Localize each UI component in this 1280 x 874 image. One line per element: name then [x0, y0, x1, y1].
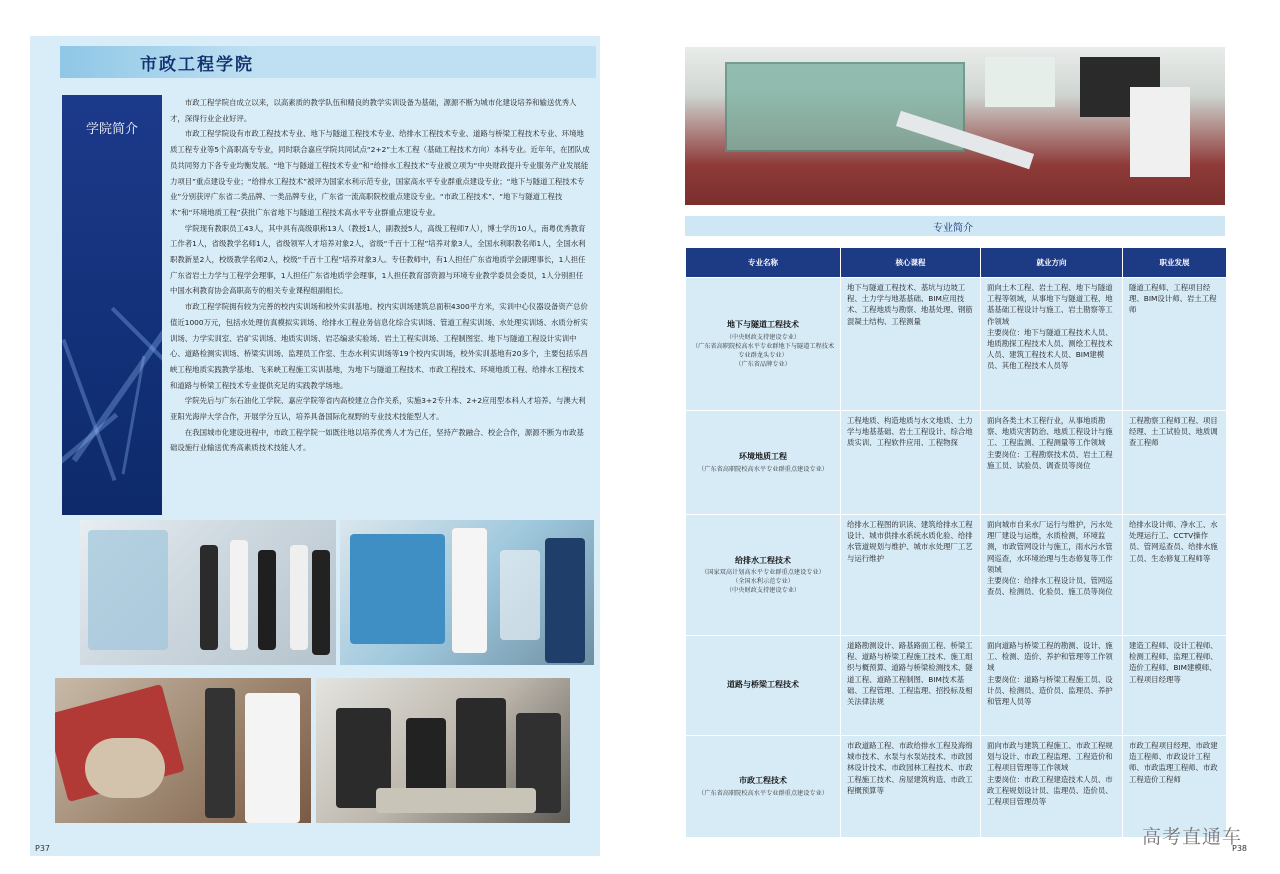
major-name: 道路与桥梁工程技术 — [727, 679, 799, 689]
employment: 面向城市自来水厂运行与维护，污水处理厂建设与运维，水质检测，环境监测，市政管网设计与施工，雨水污水管网巡查，水环境治理与生态修复等工作领域 主要岗位：给排水工程设计员、管网巡查员、检测员、化验员、施工员等岗位 — [981, 515, 1123, 636]
core-courses: 给排水工程图的识读、建筑给排水工程设计、城市供排水系统水质化验、给排水管道规划与维护、城市水处理厂工艺与运行维护 — [841, 515, 981, 636]
employment: 面向市政与建筑工程施工、市政工程规划与设计、市政工程监理、工程造价和工程项目管理等工作领域 主要岗位：市政工程建造技术人员、市政工程规划设计员、监理员、造价员、工程项目管理员等 — [981, 736, 1123, 838]
career: 给排水设计师、净水工、水处理运行工、CCTV操作员、管网巡查员、给排水施工员、生态修复工程师等 — [1123, 515, 1227, 636]
table-row — [686, 636, 1227, 736]
header-career: 职业发展 — [1123, 248, 1227, 278]
header-major-name: 专业名称 — [686, 248, 841, 278]
table-row — [686, 411, 1227, 515]
employment: 面向各类土木工程行业，从事地质勘察、地质灾害防治、地质工程设计与施工、工程监测、工程测量等工作领域 主要岗位：工程勘察技术员、岩土工程施工员、试验员、调查员等岗位 — [981, 411, 1123, 515]
major-name: 环境地质工程 — [739, 452, 787, 462]
intro-text — [170, 95, 590, 456]
intro-paragraph: 市政工程学院自成立以来，以高素质的教学队伍和精良的教学实训设备为基础，源源不断为城市化建设培养和输送优秀人才，深得行业企业好评。 — [170, 98, 577, 123]
side-band — [62, 95, 162, 515]
major-name-cell — [686, 278, 841, 411]
major-name-cell — [686, 636, 841, 736]
major-note: （中央财政支持建设专业） — [725, 333, 801, 341]
intro-paragraph: 学院先后与广东石油化工学院、嘉应学院等省内高校建立合作关系，实施3+2专升本、2+2应用型本科人才培养。与澳大利亚阳光海岸大学合作，开展学分互认，培养具备国际化视野的专业技术技能型人才。 — [170, 396, 586, 422]
major-note: （广东省品牌专业） — [735, 360, 791, 368]
major-name: 市政工程技术 — [739, 776, 787, 786]
page-number-left: P37 — [35, 844, 51, 853]
watermark: 高考直通车 — [1142, 826, 1243, 848]
page-title: 市政工程学院 — [140, 55, 254, 75]
lab-photo-wide — [685, 47, 1225, 205]
career: 市政工程项目经理、市政建造工程师、市政设计工程师、市政监理工程师、市政工程造价工程师 — [1123, 736, 1227, 838]
major-name-cell — [686, 515, 841, 636]
intro-paragraph: 学院现有教职员工43人，其中具有高级职称13人（教授1人，副教授5人，高级工程师7人），博士学历10人，南粤优秀教育工作者1人，省级教学名师1人，省级领军人才培养对象2人，省级“千百十工程”培养对象3人，全国水利职教名师1人，全国水利职教新星2人，校级教学名师2人，校级“千百十工程”培养对象3人。专任教师中，有1人担任广东省地质学会副理事长，1人担任广东省岩土力学与工程学会理事，1人担任广东省地质学会理事，1人担任教育部资源与环境专业教学委员会委员，1人分别担任中国水利教育协会高职高专的相关专业课程组副组长。 — [170, 223, 586, 296]
lab-photo — [80, 520, 336, 665]
page-number-right: P38 — [1232, 844, 1248, 853]
major-note: （广东省高职院校高水平专业群重点建设专业） — [698, 789, 828, 797]
lab-photo — [316, 678, 570, 823]
major-note: （广东省高职院校高水平专业群地下与隧道工程技术专业群龙头专业） — [691, 342, 835, 359]
core-courses: 道路勘测设计、路基路面工程、桥梁工程、道路与桥梁工程施工技术、施工组织与概预算、道路与桥梁检测技术、隧道工程、道路工程制图、BIM技术基础、工程管理、工程监理、招投标及相关法律法规 — [841, 636, 981, 736]
intro-paragraph: 市政工程学院拥有较为完善的校内实训场和校外实训基地。校内实训场建筑总面积4300平方米，实训中心仪器设备资产总价值近1000万元，包括水处理仿真模拟实训场、给排水工程业务信息化综合实训场、管道工程实训场、水处理实训场、水质分析实训场、力学实训室、岩矿实训场、地质实训场、岩芯编录实验场、岩土工程实训场、工程制图室、地下与隧道工程设计实训中心、道路检测实训场、桥梁实训场、监理员工作室、生态水利实训场等19个校内实训场，校外实训基地有20多个，主要包括乐昌峡工程地质实践教学基地、飞来峡工程施工实训基地，为地下与隧道工程技术、市政工程技术、环境地质工程、给排水工程技术和道路与桥梁工程技术专业提供充足的实践教学场地。 — [170, 302, 588, 390]
intro-paragraph: 市政工程学院设有市政工程技术专业、地下与隧道工程技术专业、给排水工程技术专业、道路与桥梁工程技术专业、环境地质工程专业等5个高职高专专业，同时联合嘉应学院共同试点“2+2”土木工程（基础工程技术方向）本科专业。近年年，在团队成员共同努力下各专业均衡发展。“地下与隧道工程技术专业”和“给排水工程技术”专业被立项为“中央财政提升专业服务产业发展能力项目”重点建设专业；“给排水工程技术”被评为国家水利示范专业，国家高水平专业群重点建设专业；“地下与隧道工程技术专业”分别获评广东省二类品牌、一类品牌专业，广东省一流高职院校重点建设专业。“市政工程技术”、“地下与隧道工程技术”和“环境地质工程”获批广东省地下与隧道工程技术高水平专业群重点建设专业。 — [170, 129, 590, 217]
table-row — [686, 278, 1227, 411]
major-name-cell — [686, 411, 841, 515]
majors-table — [685, 247, 1227, 838]
intro-paragraph: 在我国城市化建设进程中，市政工程学院一如既往地以培养优秀人才为己任，坚持产教融合、校企合作，源源不断为市政基础设施行业输送优秀高素质技术技能人才。 — [170, 427, 584, 453]
header-employment: 就业方向 — [981, 248, 1123, 278]
lab-photo — [55, 678, 311, 823]
employment: 面向土木工程、岩土工程、地下与隧道工程等领域，从事地下与隧道工程、地基基础工程设计与施工、岩土勘察等工作领域 主要岗位：地下与隧道工程技术人员、地质勘探工程技术人员、测绘工程技术人员、建筑工程技术人员、BIM建模员、其他工程技术人员等 — [981, 278, 1123, 411]
major-note: （国家双高计划高水平专业群重点建设专业） — [701, 569, 825, 577]
employment: 面向道路与桥梁工程的勘测、设计、施工、检测、造价、养护和管理等工作领域 主要岗位：道路与桥梁工程施工员、设计员、检测员、造价员、监理员、养护和管理人员等 — [981, 636, 1123, 736]
core-courses: 地下与隧道工程技术、基坑与边坡工程、土力学与地基基础、BIM应用技术、工程地质与勘察、地基处理、钢筋混凝土结构、工程测量 — [841, 278, 981, 411]
header-core-courses: 核心课程 — [841, 248, 981, 278]
core-courses: 工程地质、构造地质与水文地质、土力学与地基基础、岩土工程设计、综合地质实训、工程软件应用、工程物探 — [841, 411, 981, 515]
major-name: 给排水工程技术 — [735, 555, 791, 565]
section-title: 专业简介 — [933, 223, 973, 234]
table-row — [686, 515, 1227, 636]
major-note: （全国水利示范专业） — [732, 578, 794, 586]
major-name: 地下与隧道工程技术 — [727, 320, 799, 330]
major-name-cell — [686, 736, 841, 838]
major-note: （广东省高职院校高水平专业群重点建设专业） — [698, 465, 828, 473]
career: 工程勘察工程师工程、项目经理、土工试验员、地质调查工程师 — [1123, 411, 1227, 515]
career: 隧道工程师、工程项目经理、BIM设计师、岩土工程师 — [1123, 278, 1227, 411]
side-label: 学院简介 — [86, 122, 139, 137]
career: 建造工程师、设计工程师、检测工程师、监理工程师、造价工程师、BIM建模师、工程项目经理等 — [1123, 636, 1227, 736]
core-courses: 市政道路工程、市政给排水工程及海绵城市技术、水泵与水泵站技术、市政园林设计技术、市政园林工程技术、市政工程施工技术、房屋建筑构造、市政工程概预算等 — [841, 736, 981, 838]
lab-photo — [340, 520, 594, 665]
major-note: （中央财政支持建设专业） — [725, 587, 801, 595]
